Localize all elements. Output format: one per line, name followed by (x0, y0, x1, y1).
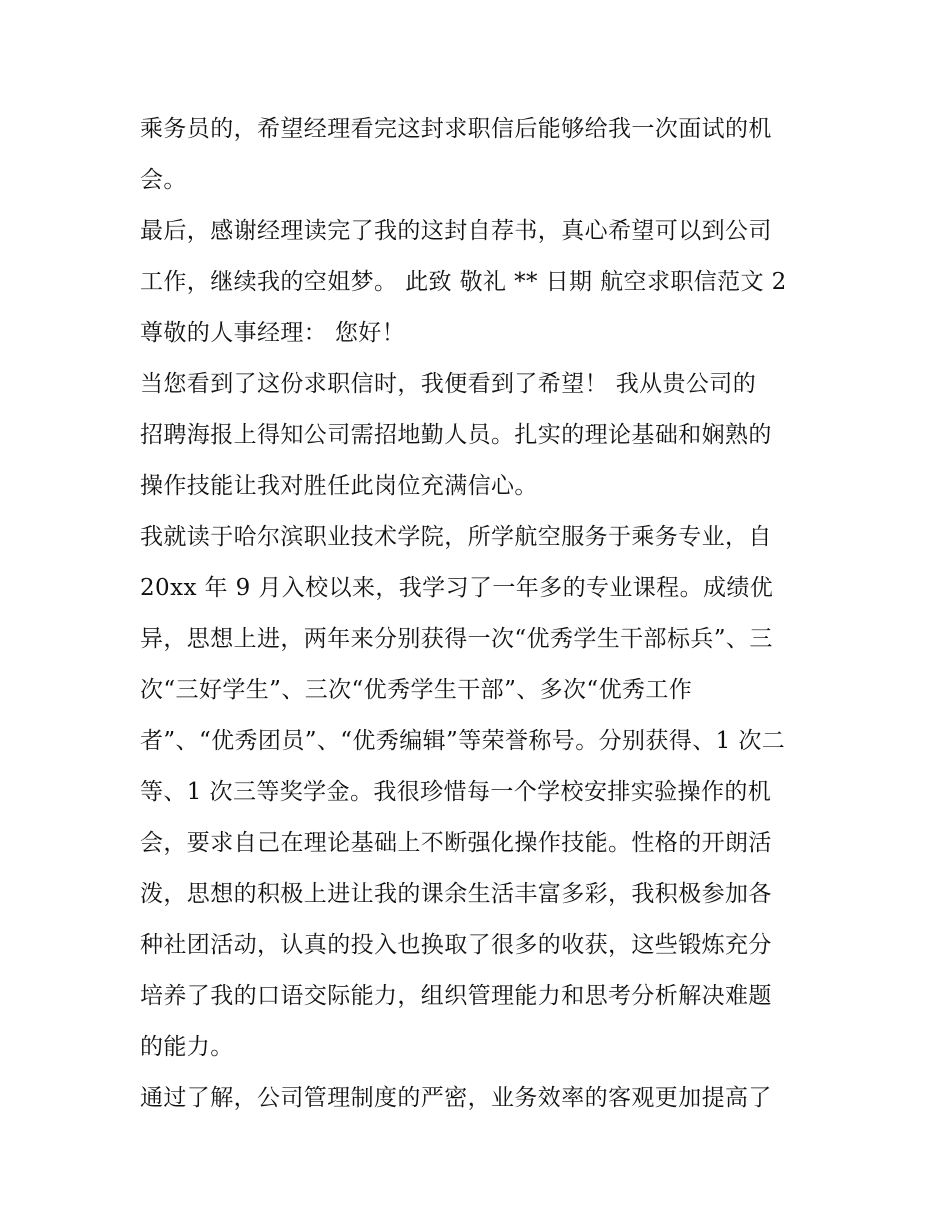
text-line: 会，要求自己在理论基础上不断强化操作技能。性格的开朗活 (140, 830, 772, 856)
text-line: 我就读于哈尔滨职业技术学院，所学航空服务于乘务专业，自 (140, 524, 772, 550)
text-line: 种社团活动，认真的投入也换取了很多的收获，这些锻炼充分 (140, 932, 772, 958)
text-line: 会。 (140, 167, 187, 193)
text-line: 等、1 次三等奖学金。我很珍惜每一个学校安排实验操作的机 (140, 779, 772, 805)
text-line: 最后，感谢经理读完了我的这封自荐书，真心希望可以到公司 (140, 218, 772, 244)
text-line: 的能力。 (140, 1034, 234, 1060)
text-line: 操作技能让我对胜任此岗位充满信心。 (140, 473, 538, 499)
text-line: 次“三好学生”、三次“优秀学生干部”、多次“优秀工作 (140, 677, 693, 703)
text-line: 尊敬的人事经理： 您好！ (140, 320, 406, 346)
text-line: 当您看到了这份求职信时，我便看到了希望！ 我从贵公司的 (140, 371, 757, 397)
text-line: 乘务员的，希望经理看完这封求职信后能够给我一次面试的机 (140, 116, 772, 142)
text-line: 培养了我的口语交际能力，组织管理能力和思考分析解决难题 (140, 983, 772, 1009)
text-line: 泼，思想的积极上进让我的课余生活丰富多彩，我积极参加各 (140, 881, 772, 907)
text-line: 招聘海报上得知公司需招地勤人员。扎实的理论基础和娴熟的 (140, 422, 772, 448)
text-line: 异，思想上进，两年来分别获得一次“优秀学生干部标兵”、三 (140, 626, 773, 652)
body-text (140, 104, 820, 1124)
text-line: 通过了解，公司管理制度的严密，业务效率的客观更加提高了 (140, 1085, 772, 1111)
text-line: 工作，继续我的空姐梦。 此致 敬礼 ** 日期 航空求职信范文 2 (140, 269, 787, 295)
text-line: 20xx 年 9 月入校以来，我学习了一年多的专业课程。成绩优 (140, 575, 774, 601)
text-line: 者”、“优秀团员”、“优秀编辑”等荣誉称号。分别获得、1 次二 (140, 728, 786, 754)
